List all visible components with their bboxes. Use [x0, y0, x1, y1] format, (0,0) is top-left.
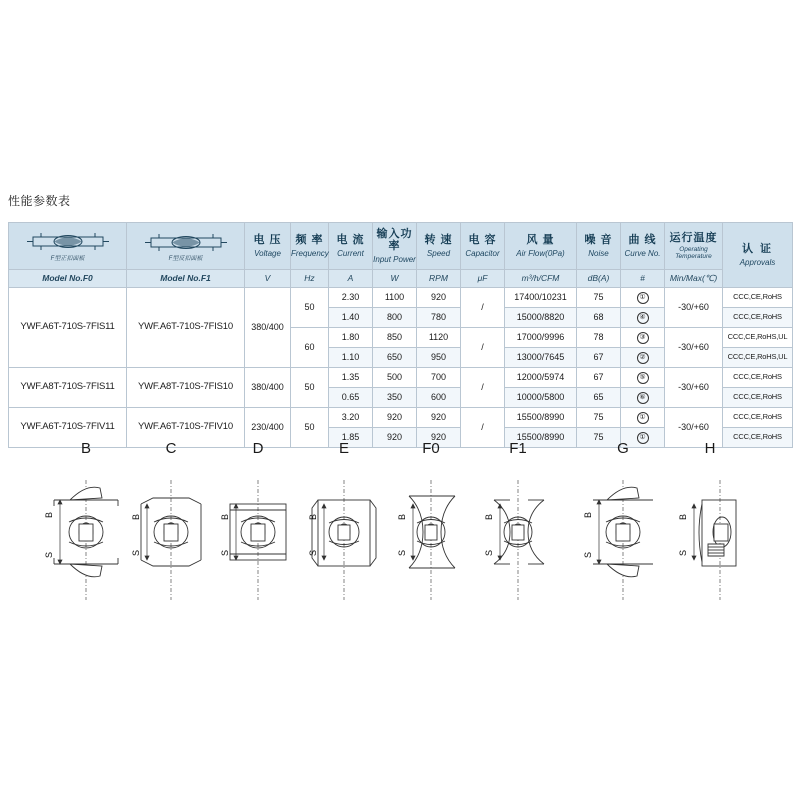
header-airflow-en: Air Flow(0Pa): [516, 248, 565, 258]
cell-temperature: -30/+60: [665, 408, 723, 448]
dimension-label-b: B: [484, 513, 494, 520]
cell-noise: 68: [577, 308, 621, 328]
dimension-label-s: S: [678, 549, 688, 556]
cell-current: 1.85: [329, 428, 373, 448]
drawing-figure-f1: [472, 460, 564, 610]
cell-approval: CCC,CE,RoHS: [723, 368, 793, 388]
cell-power: 920: [373, 428, 417, 448]
fan-rear-pictogram: [143, 229, 229, 255]
cell-power: 850: [373, 328, 417, 348]
dimension-label-s: S: [131, 549, 141, 556]
header-cell-speed: [417, 223, 461, 270]
cell-noise: 75: [577, 408, 621, 428]
cell-model-f1: YWF.A6T-710S-7FIV10: [127, 408, 245, 448]
header-voltage-en: Voltage: [254, 248, 281, 258]
cell-approval: CCC,CE,RoHS: [723, 428, 793, 448]
dimension-label-s: S: [583, 551, 593, 558]
drawing-variant-d: [212, 438, 304, 610]
cell-temperature: -30/+60: [665, 368, 723, 408]
cell-model-f0: YWF.A8T-710S-7FIS11: [9, 368, 127, 408]
header-capacitor-cn: 电 容: [468, 234, 497, 247]
header-f0-caption: F型正扣面板: [50, 256, 85, 263]
drawing-figure-g: [577, 460, 669, 610]
curve-number-badge: ①: [637, 292, 649, 304]
cell-airflow: 15000/8820: [505, 308, 577, 328]
header-cell-voltage: [245, 223, 291, 270]
cell-temperature: -30/+60: [665, 288, 723, 328]
dimension-label-b: B: [308, 513, 318, 520]
dimension-label-s: S: [308, 549, 318, 556]
cell-noise: 67: [577, 368, 621, 388]
mounting-variants-strip: [0, 438, 800, 638]
dimension-label-s: S: [484, 549, 494, 556]
unit-capacitor: μF: [461, 270, 505, 288]
drawing-label-b: B: [80, 440, 91, 457]
cell-current: 1.40: [329, 308, 373, 328]
header-f1-caption: F型反扣面板: [168, 256, 203, 263]
curve-number-badge: ⑤: [637, 372, 649, 384]
table-row: [9, 368, 793, 388]
cell-voltage: 380/400: [245, 288, 291, 368]
header-capacitor-en: Capacitor: [465, 248, 500, 258]
header-cell-current: [329, 223, 373, 270]
drawing-variant-h: [664, 438, 756, 610]
header-cell-input-power: [373, 223, 417, 270]
drawing-variant-f0: [385, 438, 477, 610]
cell-airflow: 17400/10231: [505, 288, 577, 308]
unit-frequency: Hz: [291, 270, 329, 288]
header-curve-en: Curve No.: [624, 248, 661, 258]
drawing-figure-b: [40, 460, 132, 610]
drawing-label-c: C: [165, 440, 177, 457]
cell-curve: [621, 368, 665, 388]
unit-current: A: [329, 270, 373, 288]
cell-speed: 600: [417, 388, 461, 408]
cell-model-f0: YWF.A6T-710S-7FIS11: [9, 288, 127, 368]
drawing-variant-g: [577, 438, 669, 610]
cell-speed: 950: [417, 348, 461, 368]
drawing-label-h: H: [704, 440, 716, 457]
dimension-label-s: S: [220, 549, 230, 556]
cell-curve: [621, 288, 665, 308]
cell-speed: 920: [417, 288, 461, 308]
cell-power: 350: [373, 388, 417, 408]
cell-frequency: 50: [291, 408, 329, 448]
cell-curve: [621, 408, 665, 428]
performance-parameter-table: [8, 222, 793, 448]
header-frequency-cn: 频 率: [295, 234, 324, 247]
cell-speed: 780: [417, 308, 461, 328]
dimension-label-b: B: [44, 511, 54, 518]
drawing-figure-e: [298, 460, 390, 610]
cell-curve: [621, 328, 665, 348]
cell-voltage: 380/400: [245, 368, 291, 408]
cell-approval: CCC,CE,RoHS: [723, 308, 793, 328]
dimension-label-s: S: [44, 551, 54, 558]
cell-noise: 65: [577, 388, 621, 408]
cell-power: 500: [373, 368, 417, 388]
drawing-label-g: G: [617, 440, 629, 457]
cell-speed: 700: [417, 368, 461, 388]
cell-noise: 78: [577, 328, 621, 348]
cell-capacitor: /: [461, 288, 505, 328]
header-temperature-en: Operating Temperature: [675, 246, 712, 261]
cell-capacitor: /: [461, 408, 505, 448]
cell-airflow: 17000/9996: [505, 328, 577, 348]
cell-current: 3.20: [329, 408, 373, 428]
header-voltage-cn: 电 压: [253, 234, 282, 247]
drawing-figure-d: [212, 460, 304, 610]
header-cell-approvals: [723, 223, 793, 288]
table-row: [9, 408, 793, 428]
header-cell-f0-pictogram: [9, 223, 127, 270]
cell-noise: 67: [577, 348, 621, 368]
cell-power: 920: [373, 408, 417, 428]
cell-capacitor: /: [461, 368, 505, 408]
dimension-label-b: B: [583, 511, 593, 518]
drawing-label-f1: F1: [509, 440, 527, 457]
header-temperature-cn: 运行温度: [669, 231, 718, 244]
cell-temperature: -30/+60: [665, 328, 723, 368]
drawing-variant-f1: [472, 438, 564, 610]
cell-noise: 75: [577, 288, 621, 308]
page-title: 性能参数表: [8, 194, 71, 208]
header-current-cn: 电 流: [336, 234, 365, 247]
cell-airflow: 10000/5800: [505, 388, 577, 408]
cell-current: 1.80: [329, 328, 373, 348]
cell-current: 1.35: [329, 368, 373, 388]
curve-number-badge: ③: [637, 332, 649, 344]
drawing-label-d: D: [252, 440, 264, 457]
cell-current: 0.65: [329, 388, 373, 408]
drawing-label-f0: F0: [422, 440, 440, 457]
header-approvals-cn: 认 证: [741, 243, 774, 256]
fan-front-pictogram: [25, 229, 111, 255]
dimension-label-b: B: [678, 513, 688, 520]
drawing-figure-f0: [385, 460, 477, 610]
cell-power: 650: [373, 348, 417, 368]
cell-power: 800: [373, 308, 417, 328]
cell-frequency: 50: [291, 368, 329, 408]
header-cell-frequency: [291, 223, 329, 270]
drawing-variant-b: [40, 438, 132, 610]
table-row: [9, 288, 793, 308]
header-cell-noise: [577, 223, 621, 270]
curve-number-badge: ⑥: [637, 392, 649, 404]
cell-voltage: 230/400: [245, 408, 291, 448]
cell-current: 1.10: [329, 348, 373, 368]
header-cell-airflow: [505, 223, 577, 270]
curve-number-badge: ②: [637, 352, 649, 364]
cell-approval: CCC,CE,RoHS: [723, 388, 793, 408]
cell-airflow: 15500/8990: [505, 408, 577, 428]
header-cell-curve: [621, 223, 665, 270]
header-power-en: Input Power: [373, 255, 416, 265]
cell-speed: 1120: [417, 328, 461, 348]
unit-airflow: m³/h/CFM: [505, 270, 577, 288]
header-noise-cn: 噪 音: [584, 234, 613, 247]
dimension-label-b: B: [131, 513, 141, 520]
cell-frequency: 60: [291, 328, 329, 368]
cell-curve: [621, 348, 665, 368]
cell-speed: 920: [417, 408, 461, 428]
cell-airflow: 15500/8990: [505, 428, 577, 448]
unit-noise: dB(A): [577, 270, 621, 288]
cell-approval: CCC,CE,RoHS: [723, 408, 793, 428]
curve-number-badge: ①: [637, 432, 649, 444]
cell-curve: [621, 308, 665, 328]
unit-voltage: V: [245, 270, 291, 288]
dimension-label-s: S: [397, 549, 407, 556]
header-cell-temperature: [665, 223, 723, 270]
header-speed-en: Speed: [426, 248, 451, 258]
cell-frequency: 50: [291, 288, 329, 328]
cell-approval: CCC,CE,RoHS: [723, 288, 793, 308]
cell-approval: CCC,CE,RoHS,UL: [723, 328, 793, 348]
cell-capacitor: /: [461, 328, 505, 368]
cell-airflow: 13000/7645: [505, 348, 577, 368]
drawing-label-e: E: [338, 440, 349, 457]
unit-power: W: [373, 270, 417, 288]
unit-model-f0: Model No.F0: [9, 270, 127, 288]
drawing-variant-c: [125, 438, 217, 610]
cell-airflow: 12000/5974: [505, 368, 577, 388]
header-noise-en: Noise: [588, 248, 609, 258]
drawing-figure-c: [125, 460, 217, 610]
header-cell-f1-pictogram: [127, 223, 245, 270]
cell-power: 1100: [373, 288, 417, 308]
cell-model-f1: YWF.A8T-710S-7FIS10: [127, 368, 245, 408]
header-frequency-en: Frequency: [291, 248, 329, 258]
header-cell-capacitor: [461, 223, 505, 270]
cell-current: 2.30: [329, 288, 373, 308]
cell-approval: CCC,CE,RoHS,UL: [723, 348, 793, 368]
unit-model-f1: Model No.F1: [127, 270, 245, 288]
cell-noise: 75: [577, 428, 621, 448]
header-curve-cn: 曲 线: [628, 234, 657, 247]
unit-temperature: Min/Max(℃): [665, 270, 723, 288]
unit-curve: #: [621, 270, 665, 288]
dimension-label-b: B: [220, 513, 230, 520]
unit-speed: RPM: [417, 270, 461, 288]
header-approvals-en: Approvals: [739, 257, 776, 267]
cell-model-f1: YWF.A6T-710S-7FIS10: [127, 288, 245, 368]
header-airflow-cn: 风 量: [526, 234, 555, 247]
table-header-row-units: [9, 270, 793, 288]
cell-model-f0: YWF.A6T-710S-7FIV11: [9, 408, 127, 448]
table-header-row-titles: [9, 223, 793, 270]
dimension-label-b: B: [397, 513, 407, 520]
header-speed-cn: 转 速: [424, 234, 453, 247]
cell-curve: [621, 388, 665, 408]
drawing-figure-h: [664, 460, 756, 610]
curve-number-badge: ①: [637, 412, 649, 424]
header-current-en: Current: [337, 248, 364, 258]
curve-number-badge: ④: [637, 312, 649, 324]
cell-speed: 920: [417, 428, 461, 448]
header-power-cn: 输入功率: [376, 227, 413, 253]
drawing-variant-e: [298, 438, 390, 610]
